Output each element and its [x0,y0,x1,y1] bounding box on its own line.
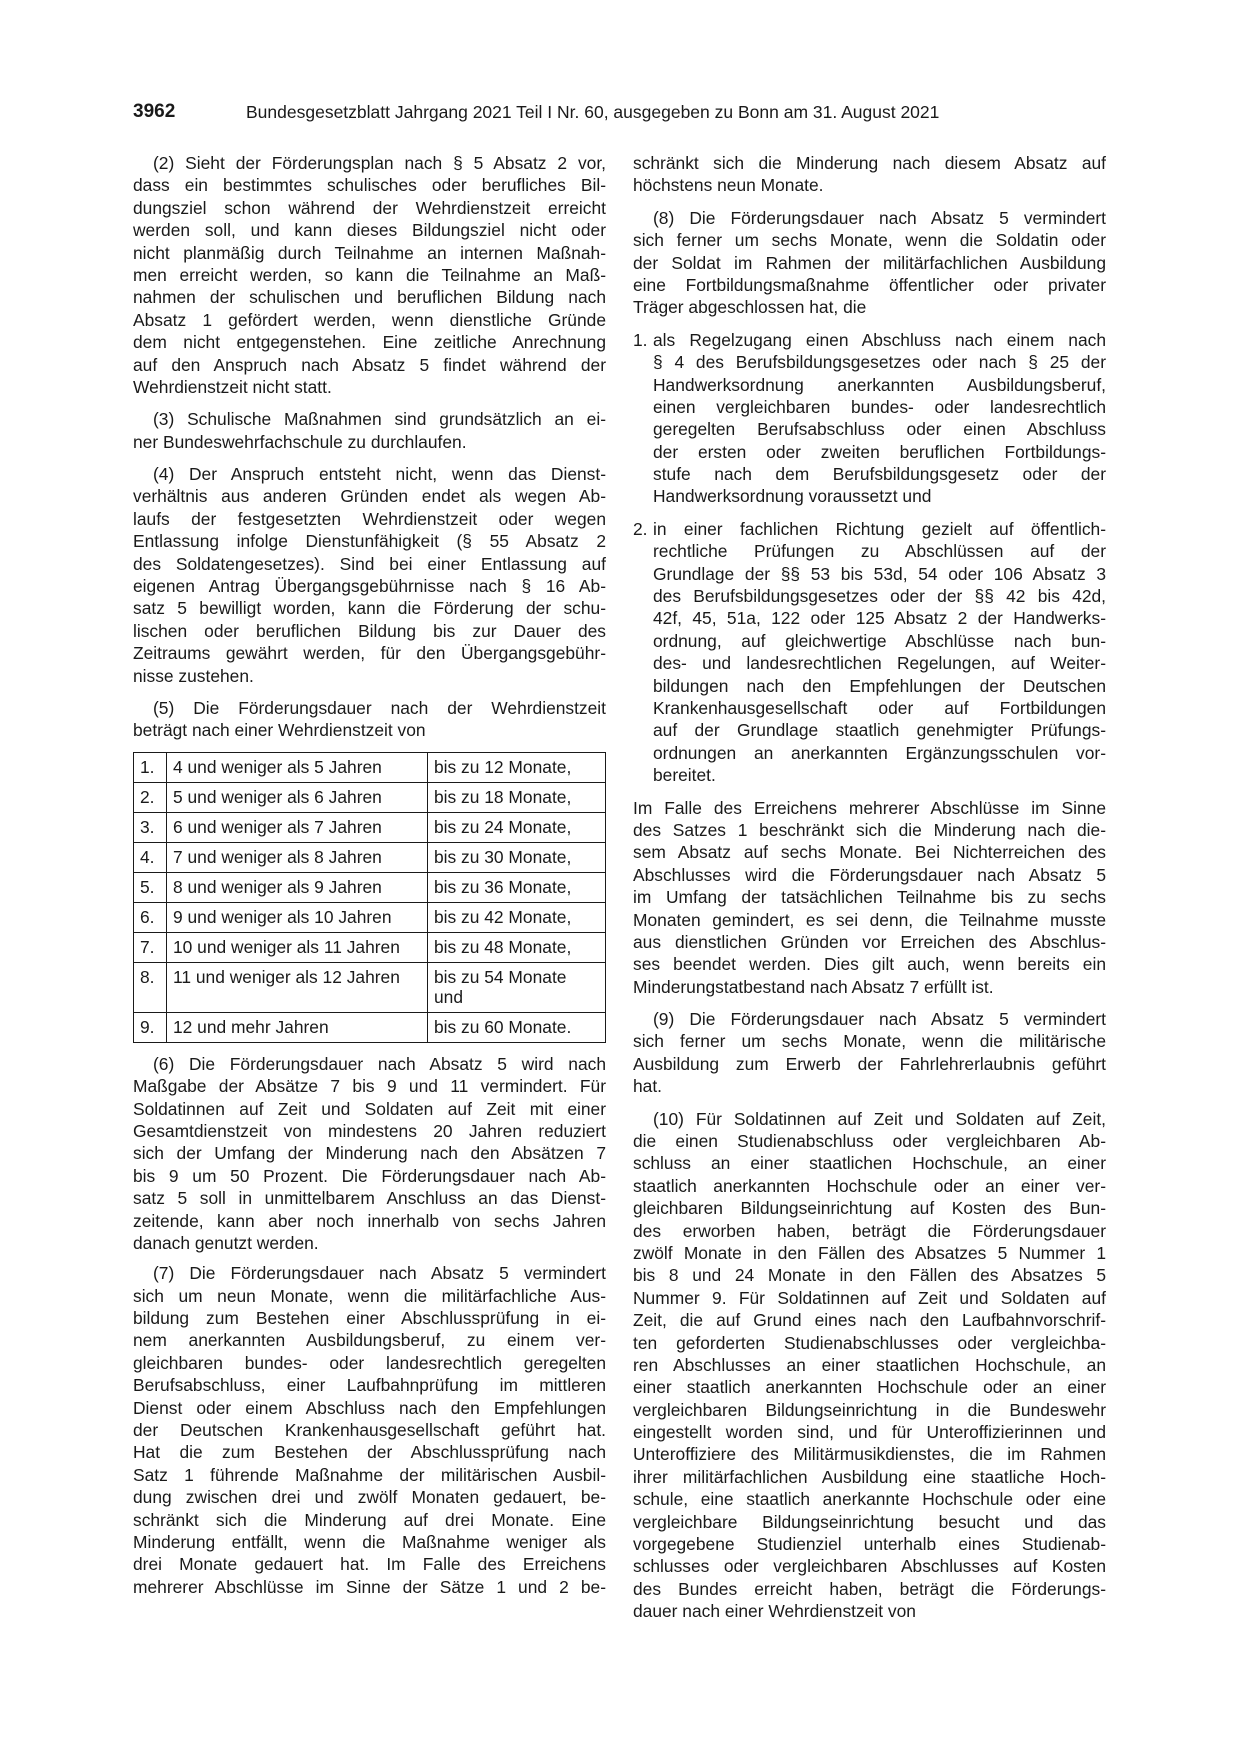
row-number-cell: 7. [134,932,167,962]
text-line: Gesamtdienstzeit von mindestens 20 Jahren reduziert [133,1120,606,1141]
text-line: vorgegebene Studienziel unterhalb eines Studienab- [633,1534,1106,1555]
text-line: sem Absatz auf sechs Monate. Bei Nichterreichen des [633,842,1106,863]
text-line: (4) Der Anspruch entsteht nicht, wenn das Dienst- [153,464,606,485]
text-line: ordnungen an anerkannten Ergänzungsschulen vor- [653,742,1106,763]
funding-duration-cell: bis zu 12 Monate, [428,752,606,782]
service-period-cell: 5 und weniger als 6 Jahren [167,782,428,812]
text-line: dauer nach einer Wehrdienstzeit von [633,1601,916,1622]
text-line: 42f, 45, 51a, 122 oder 125 Absatz 2 der Handwerks- [653,608,1106,629]
text-line: Soldatinnen auf Zeit und Soldaten auf Zeit mit einer [133,1098,606,1119]
text-line: staatlich anerkannten Hochschule oder an einer ver- [633,1175,1106,1196]
text-line: vergleichbare Bildungseinrichtung besucht und das [633,1511,1106,1532]
text-line: § 4 des Berufsbildungsgesetzes oder nach § 25 der [653,352,1106,373]
table-row [134,1012,606,1042]
funding-duration-cell: bis zu 24 Monate, [428,812,606,842]
publication-title: Bundesgesetzblatt Jahrgang 2021 Teil I Nr. 60, ausgegeben zu Bonn am 31. August 2021 [246,102,940,122]
text-line: sich ferner um sechs Monate, wenn die Soldatin oder [633,230,1106,251]
text-line: dem nicht entgegenstehen. Eine zeitliche Anrechnung [133,332,606,353]
row-number-cell: 5. [134,872,167,902]
text-line: im Umfang der tatsächlichen Teilnahme bis zu sechs [633,887,1106,908]
table-row [134,902,606,932]
funding-duration-cell: bis zu 48 Monate, [428,932,606,962]
text-line: der Deutschen Krankenhausgesellschaft geführt hat. [133,1420,606,1441]
text-line: ten geforderten Studienabschlusses oder vergleichba- [633,1332,1106,1353]
text-line: bis 9 um 50 Prozent. Die Förderungsdauer nach Ab- [133,1165,606,1186]
text-line: die einen Studienabschluss oder vergleichbaren Ab- [633,1131,1106,1152]
text-line: als Regelzugang einen Abschluss nach einem nach [653,329,1106,350]
text-line: aus dienstlichen Gründen vor Erreichen des Abschlus- [633,931,1106,952]
paragraph-3 [133,408,606,453]
text-line: auf der Grundlage staatlich genehmigter Prüfungs- [653,720,1106,741]
text-line: Dienst oder einem Abschluss nach den Empfehlungen [133,1397,606,1418]
text-line: zwölf Monate in den Fällen des Absatzes 5 Nummer 1 [633,1242,1106,1263]
text-line: schlusses oder vergleichbaren Abschlusses auf Kosten [633,1556,1106,1577]
list-item-text [653,518,1106,787]
text-line: Unteroffiziere des Militärmusikdienstes, die im Rahmen [633,1444,1106,1465]
text-line: der Soldat im Rahmen der militärfachlichen Ausbildung [633,252,1106,273]
text-line: bereitet. [653,765,716,786]
table-row [134,872,606,902]
text-line: Krankenhausgesellschaft oder auf Fortbildungen [653,697,1106,718]
text-line: auf den Anspruch nach Absatz 5 findet während der [133,354,606,375]
service-period-cell: 9 und weniger als 10 Jahren [167,902,428,932]
list-item-text [653,329,1106,508]
text-line: vergleichbaren Bildungseinrichtung in die Bundeswehr [633,1399,1106,1420]
text-line: eingestellt worden sind, und für Unteroffizierinnen und [633,1422,1106,1443]
text-line: sich der Umfang der Minderung nach den Absätzen 7 [133,1143,606,1164]
row-number-cell: 4. [134,842,167,872]
text-line: danach genutzt werden. [133,1232,319,1253]
text-line: des Soldatengesetzes). Sind bei einer Entlassung auf [133,553,606,574]
left-column [133,152,606,1608]
text-line: Träger abgeschlossen hat, die [633,297,867,318]
text-line: Minderung entfällt, wenn die Maßnahme weniger als [133,1531,606,1552]
text-line: nahmen der schulischen und beruflichen Bildung nach [133,287,606,308]
text-line: eigenen Antrag Übergangsgebührnisse nach § 16 Ab- [133,576,606,597]
service-period-cell: 12 und mehr Jahren [167,1012,428,1042]
text-line: Satz 1 führende Maßnahme der militärischen Ausbil- [133,1464,606,1485]
text-line: zeitende, kann aber noch innerhalb von sechs Jahren [133,1210,606,1231]
duration-table-body [134,752,606,1042]
text-line: satz 5 bewilligt worden, kann die Förderung der schu- [133,598,606,619]
text-line: nicht planmäßig durch Teilnahme an internen Maßnah- [133,242,606,263]
text-line: Zeit, die auf Grund eines nach den Laufbahnvorschrif- [633,1310,1106,1331]
text-line: Zeitraums gewährt werden, für den Übergangsgebühr- [133,643,606,664]
text-line: (8) Die Förderungsdauer nach Absatz 5 vermindert [653,207,1106,228]
text-line: Handwerksordnung anerkannten Ausbildungsberuf, [653,374,1106,395]
list-item-number: 2. [633,518,648,539]
duration-table [133,752,606,1043]
text-line: werden soll, und kann dieses Bildungsziel nicht oder [133,220,606,241]
row-number-cell: 6. [134,902,167,932]
service-period-cell: 10 und weniger als 11 Jahren [167,932,428,962]
paragraph-9 [633,1008,1106,1098]
text-line: Hat die zum Bestehen der Abschlussprüfung nach [133,1442,606,1463]
right-column [633,152,1106,1633]
text-line: Abschlusses wird die Förderungsdauer nach Absatz 5 [633,864,1106,885]
text-line: Maßgabe der Absätze 7 bis 9 und 11 vermindert. Für [133,1076,606,1097]
text-line: Im Falle des Erreichens mehrerer Abschlüsse im Sinne [633,797,1106,818]
text-line: des Bundes erreicht haben, beträgt die Förderungs- [633,1578,1106,1599]
text-line: des erworben haben, beträgt die Förderungsdauer [633,1220,1106,1241]
text-line: satz 5 soll in unmittelbarem Anschluss an das Dienst- [133,1188,606,1209]
text-line: schränkt sich die Minderung nach diesem Absatz auf [633,153,1106,173]
funding-duration-cell: bis zu 60 Monate. [428,1012,606,1042]
paragraph-7-continued [633,152,1106,197]
table-row [134,782,606,812]
service-period-cell: 7 und weniger als 8 Jahren [167,842,428,872]
text-line: ren Abschlusses an einer staatlichen Hochschule, an [633,1354,1106,1375]
text-line: rechtliche Prüfungen zu Abschlüssen auf der [653,541,1106,562]
service-period-cell: 8 und weniger als 9 Jahren [167,872,428,902]
paragraph-4 [133,463,606,687]
text-line: ordnung, auf gleichwertige Abschlüsse nach bun- [653,630,1106,651]
text-line: schränkt sich die Minderung auf drei Monate. Eine [133,1509,606,1530]
text-line: (5) Die Förderungsdauer nach der Wehrdienstzeit [153,697,606,718]
text-line: lischen oder beruflichen Bildung bis zur Dauer des [133,620,606,641]
text-line: mehrerer Abschlüsse im Sinne der Sätze 1 und 2 be- [133,1576,606,1597]
page-header [133,101,1108,131]
paragraph-2 [133,152,606,398]
text-line: (3) Schulische Maßnahmen sind grundsätzlich an ei- [153,409,606,430]
text-line: des Satzes 1 beschränkt sich die Minderung nach die- [633,819,1106,840]
paragraph-6 [133,1053,606,1255]
text-line: dass ein bestimmtes schulisches oder berufliches Bil- [133,175,606,196]
text-line: des- und landesrechtlichen Regelungen, auf Weiter- [653,653,1106,674]
text-line: (7) Die Förderungsdauer nach Absatz 5 vermindert [153,1263,606,1284]
text-line: men erreicht werden, so kann die Teilnahme an Maß- [133,264,606,285]
text-line: ihrer militärfachlichen Ausbildung eine staatliche Hoch- [633,1466,1106,1487]
text-line: höchstens neun Monate. [633,175,824,196]
row-number-cell: 2. [134,782,167,812]
text-line: (6) Die Förderungsdauer nach Absatz 5 wird nach [153,1053,606,1074]
text-line: Grundlage der §§ 53 bis 53d, 54 oder 106 Absatz 3 [653,563,1106,584]
table-row [134,842,606,872]
service-period-cell: 11 und weniger als 12 Jahren [167,962,428,1012]
text-line: bildungen nach den Empfehlungen der Deutschen [653,675,1106,696]
text-line: sich um neun Monate, wenn die militärfachliche Aus- [133,1285,606,1306]
text-line: dungsziel schon während der Wehrdienstzeit erreicht [133,197,606,218]
text-line: hat. [633,1076,663,1097]
text-line: (9) Die Förderungsdauer nach Absatz 5 vermindert [653,1009,1106,1030]
text-line: in einer fachlichen Richtung gezielt auf öffentlich- [653,518,1106,539]
text-line: sich ferner um sechs Monate, wenn die militärische [633,1031,1106,1052]
funding-duration-cell: bis zu 30 Monate, [428,842,606,872]
funding-duration-cell: bis zu 36 Monate, [428,872,606,902]
paragraph-8-tail [633,797,1106,999]
list-item-1 [633,329,1106,508]
text-line: Minderungstatbestand nach Absatz 7 erfüllt ist. [633,976,994,997]
text-line: nisse zustehen. [133,665,254,686]
text-line: Entlassung infolge Dienstunfähigkeit (§ 55 Absatz 2 [133,531,606,552]
paragraph-7 [133,1262,606,1598]
text-line: Monaten gemindert, es sei denn, die Teilnahme musste [633,909,1106,930]
service-period-cell: 4 und weniger als 5 Jahren [167,752,428,782]
text-line: (10) Für Soldatinnen auf Zeit und Soldaten auf Zeit, [653,1108,1106,1129]
row-number-cell: 9. [134,1012,167,1042]
text-line: drei Monate gedauert hat. Im Falle des Erreichens [133,1554,606,1575]
text-line: stufe nach dem Berufsbildungsgesetz oder der [653,464,1106,485]
text-line: Absatz 1 gefördert werden, wenn dienstliche Gründe [133,309,606,330]
paragraph-10 [633,1108,1106,1623]
text-line: beträgt nach einer Wehrdienstzeit von [133,720,426,741]
text-line: dung zwischen drei und zwölf Monaten gedauert, be- [133,1487,606,1508]
text-line: nem anerkannten Ausbildungsberuf, zu einem ver- [133,1330,606,1351]
table-row [134,752,606,782]
row-number-cell: 8. [134,962,167,1012]
funding-duration-cell: bis zu 18 Monate, [428,782,606,812]
text-line: eine Fortbildungsmaßnahme öffentlicher oder privater [633,274,1106,295]
service-period-cell: 6 und weniger als 7 Jahren [167,812,428,842]
text-line: gleichbaren Bildungseinrichtung auf Kosten des Bun- [633,1198,1106,1219]
text-line: gleichbaren bundes- oder landesrechtlich geregelten [133,1352,606,1373]
text-line: geregelten Berufsabschluss oder einen Abschluss [653,419,1106,440]
text-line: schule, eine staatlich anerkannte Hochschule oder eine [633,1489,1106,1510]
text-line: Wehrdienstzeit nicht statt. [133,376,332,397]
text-line: einer staatlich anerkannten Hochschule oder an einer [633,1377,1106,1398]
page-number: 3962 [133,101,176,122]
text-line: bis 8 und 24 Monate in den Fällen des Absatzes 5 [633,1265,1106,1286]
row-number-cell: 3. [134,812,167,842]
text-line: schluss an einer staatlichen Hochschule, an einer [633,1153,1106,1174]
row-number-cell: 1. [134,752,167,782]
text-line: bildung zum Bestehen einer Abschlussprüfung in ei- [133,1308,606,1329]
text-line: der ersten oder zweiten beruflichen Fortbildungs- [653,441,1106,462]
text-line: (2) Sieht der Förderungsplan nach § 5 Absatz 2 vor, [153,153,606,173]
text-line: Handwerksordnung voraussetzt und [653,486,932,507]
paragraph-8 [633,207,1106,319]
text-line: Nummer 9. Für Soldatinnen auf Zeit und Soldaten auf [633,1287,1106,1308]
text-line: ner Bundeswehrfachschule zu durchlaufen. [133,431,467,452]
funding-duration-cell: bis zu 54 Monate und [428,962,606,1012]
list-item-2 [633,518,1106,787]
text-line: Berufsabschluss, einer Laufbahnprüfung im mittleren [133,1375,606,1396]
table-row [134,932,606,962]
text-line: verhältnis aus anderen Gründen endet als wegen Ab- [133,486,606,507]
text-line: ses beendet werden. Dies gilt auch, wenn bereits ein [633,954,1106,975]
funding-duration-cell: bis zu 42 Monate, [428,902,606,932]
text-line: des Berufsbildungsgesetzes oder der §§ 42 bis 42d, [653,586,1106,607]
paragraph-5 [133,697,606,742]
list-item-number: 1. [633,329,648,350]
table-row [134,812,606,842]
table-row [134,962,606,1012]
text-line: einen vergleichbaren bundes- oder landesrechtlich [653,396,1106,417]
text-line: Ausbildung zum Erwerb der Fahrlehrerlaubnis geführt [633,1053,1106,1074]
text-line: laufs der festgesetzten Wehrdienstzeit oder wegen [133,508,606,529]
